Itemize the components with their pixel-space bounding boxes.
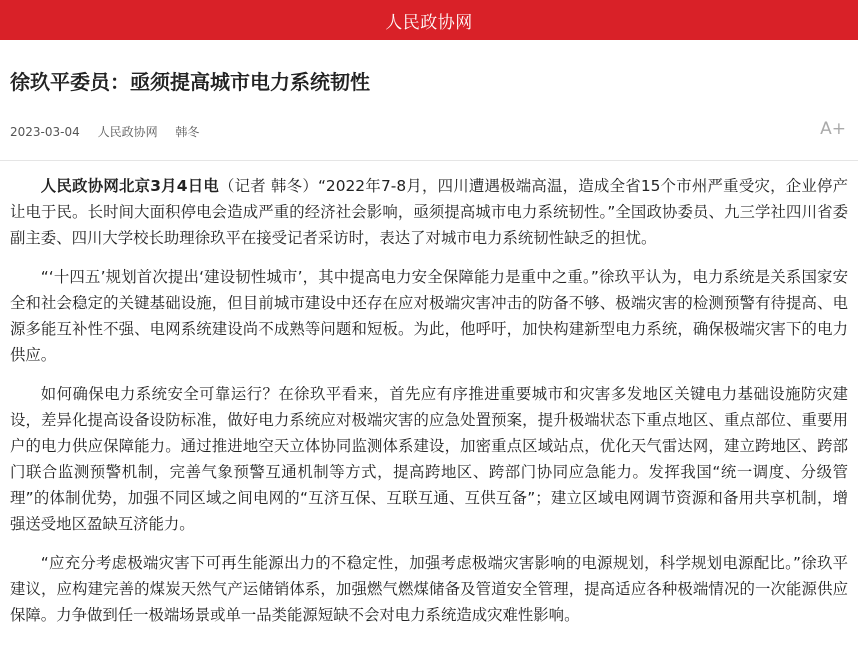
article-title: 徐玖平委员：亟须提高城市电力系统韧性 (10, 70, 370, 94)
article-source: 人民政协网 (97, 124, 158, 139)
paragraph-1 (10, 173, 848, 251)
site-name[interactable]: 人民政协网 (385, 12, 473, 33)
article-author: 韩冬 (175, 124, 200, 139)
article-header (0, 68, 858, 142)
article-date: 2023-03-04 (10, 124, 80, 139)
meta-info (10, 123, 213, 140)
paragraph-1-text: （记者 韩冬）“2022年7-8月，四川遭遇极端高温，造成全省15个市州严重受灾，企业停产让电于民。长时间大面积停电会造成严重的经济社会影响，亟须提高城市电力系统韧性。”全国政协委员、九三学社四川省委副主委、四川大学校长助理徐玖平在接受记者采访时，表达了对城市电力系统韧性缺乏的担忧。 (10, 177, 848, 247)
paragraph-4: “应充分考虑极端灾害下可再生能源出力的不稳定性，加强考虑极端灾害影响的电源规划，科学规划电源配比。”徐玖平建议，应构建完善的煤炭天然气产运储销体系，加强燃气燃煤储备及管道安全管理，提高适应各种极端情况的一次能源供应保障。力争做到任一极端场景或单一品类能源短缺不会对电力系统造成灾难性影响。 (10, 554, 848, 624)
top-brand-bar (0, 0, 858, 40)
paragraph-3: 如何确保电力系统安全可靠运行？在徐玖平看来，首先应有序推进重要城市和灾害多发地区关键电力基础设施防灾建设，差异化提高设备设防标准，做好电力系统应对极端灾害的应急处置预案，提升极端状态下重点地区、重点部位、重要用户的电力供应保障能力。通过推进地空天立体协同监测体系建设，加密重点区域站点，优化天气雷达网，建立跨地区、跨部门联合监测预警机制，完善气象预警互通机制等方式，提高跨地区、跨部门协同应急能力。发挥我国“统一调度、分级管理”的体制优势，加强不同区域之间电网的“互济互保、互联互通、互供互备”；建立区域电网调节资源和备用共享机制，增强送受地区盈缺互济能力。 (10, 385, 848, 533)
article-body (0, 161, 858, 628)
dateline: 人民政协网北京3月4日电 (40, 177, 220, 195)
paragraph-2: “‘十四五’规划首次提出‘建设韧性城市’，其中提高电力安全保障能力是重中之重。”徐玖平认为，电力系统是关系国家安全和社会稳定的关键基础设施，但目前城市建设中还存在应对极端灾害冲击的防备不够、极端灾害的检测预警有待提高、电源多能互补性不强、电网系统建设尚不成熟等问题和短板。为此，他呼吁，加快构建新型电力系统，确保极端灾害下的电力供应。 (10, 268, 848, 364)
article-meta (10, 120, 848, 142)
font-size-increase-button[interactable]: A+ (820, 119, 846, 139)
